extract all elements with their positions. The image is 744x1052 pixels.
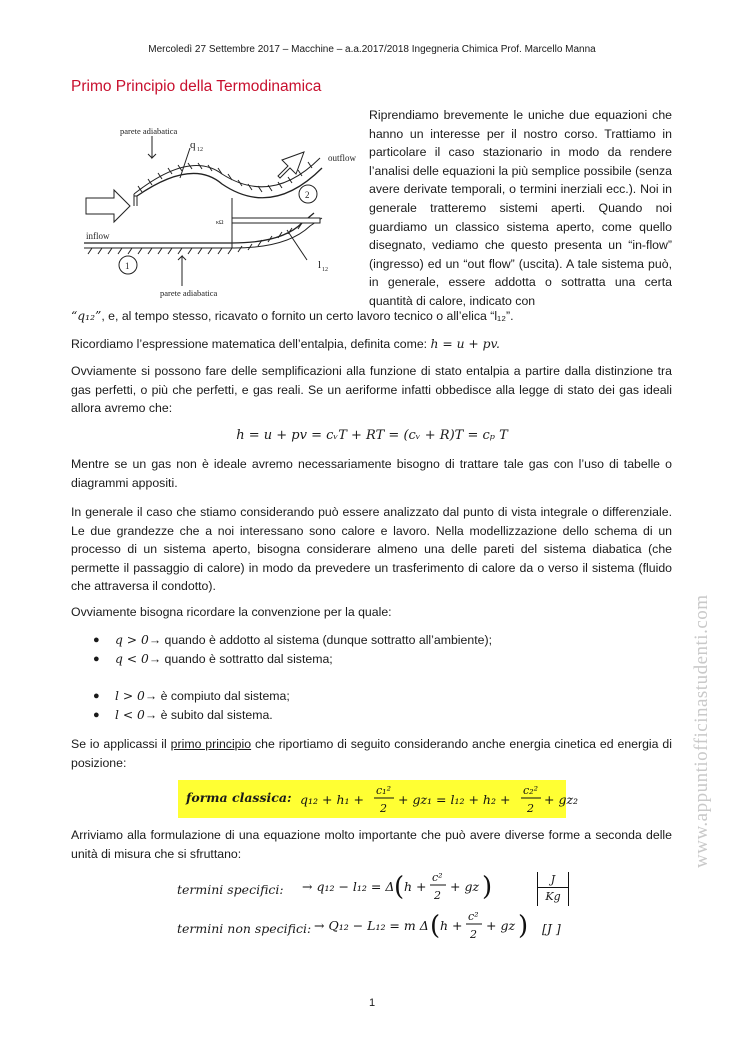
list-item: ● l > 0 → è compiuto dal sistema; <box>93 689 290 703</box>
intro-paragraph: Riprendiamo brevemente le uniche due equazioni che hanno un interesse per il nostro corso. Trattiamo in particolare il caso stazionario in modo da rendere l’analisi delle equazioni la più semplice possibile (senza avere derivate temporali, o termini inerziali ecc.). Noi in generale tratteremo sistemi aperti. Quando noi guardiamo un classico sistema aperto, come quello disegnato, vediamo che questo presenta un “in-flow” (ingresso) ed un “out flow” (uscita). A tale sistema può, in generale, essere addotta o sottratta una certa quantità di calore, indicato con <box>369 108 672 308</box>
specific-unit: J Kg <box>537 872 569 906</box>
enthalpy-math: h = u + pv. <box>430 337 500 351</box>
svg-text:+ gz₂: + gz₂ <box>544 792 579 807</box>
intro-paragraph-tail <box>71 309 672 323</box>
nonideal-paragraph: Mentre se un gas non è ideale avremo necessariamente bisogno di trattare tale gas con l’uso di tabelle o diagrammi appositi. <box>71 457 672 490</box>
svg-text:c²: c² <box>468 910 479 923</box>
convention-paragraph: Ovviamente bisogna ricordare la convenzione per la quale: <box>71 605 392 619</box>
diagram-label-l: l <box>318 259 322 271</box>
svg-text:+ gz: + gz <box>486 918 516 933</box>
svg-text:2: 2 <box>434 889 441 902</box>
nonspecific-terms-equation <box>312 905 532 945</box>
ideal-gas-equation: h = u + pv = cᵥT + RT = (cᵥ + R)T = cₚ T <box>236 428 508 443</box>
diagram-label-inflow: inflow <box>86 231 110 241</box>
section-title: Primo Principio della Termodinamica <box>71 78 322 95</box>
svg-text:(: ( <box>394 872 405 902</box>
classic-form-equation <box>298 780 579 820</box>
diagram-label-outflow: outflow <box>328 153 356 163</box>
diagram-label-wall-bottom: parete adiabatica <box>160 288 218 298</box>
simplify-paragraph: Ovviamente si possono fare delle semplificazioni alla funzione di stato entalpia a partire dalla distinzione tra gas perfetti, o più che perfetti, e gas reali. Se un aeriforme infatti obbedisce alla legge di stato dei gas ideali allora avremo che: <box>71 364 672 416</box>
svg-text:c₁²: c₁² <box>376 784 391 797</box>
sign-convention-list-heat <box>93 631 492 668</box>
svg-text:): ) <box>518 911 529 941</box>
primo-principio-link[interactable]: primo principio <box>170 737 252 751</box>
svg-text:(: ( <box>430 911 441 941</box>
page-header: Mercoledì 27 Settembre 2017 – Macchine – a.a.2017/2018 Ingegneria Chimica Prof. Marcello Manna <box>148 44 596 55</box>
svg-text:): ) <box>482 872 493 902</box>
diagram-label-mid: κΩ <box>216 220 224 226</box>
diagram-label-l-sub: 12 <box>322 267 328 273</box>
svg-text:h +: h + <box>404 879 427 894</box>
diagram-label-q-sub: 12 <box>197 147 203 153</box>
classic-form-label: forma classica: <box>186 790 292 805</box>
svg-text:+ gz: + gz <box>450 879 480 894</box>
open-system-diagram <box>82 118 372 303</box>
enthalpy-text: Ricordiamo l’espressione matematica dell’entalpia, definita come: <box>71 337 428 351</box>
svg-text:h +: h + <box>440 918 463 933</box>
svg-text:→ Q₁₂ − L₁₂ = m Δ: → Q₁₂ − L₁₂ = m Δ <box>314 918 429 933</box>
sign-convention-list-work <box>93 687 290 724</box>
page-number: 1 <box>368 997 376 1009</box>
formula-paragraph: Arriviamo alla formulazione di una equazione molto importante che può avere diverse forme a seconda delle unità di misura che si sfruttano: <box>71 828 672 861</box>
svg-text:q₁₂ + h₁ +: q₁₂ + h₁ + <box>300 792 364 807</box>
specific-terms-equation <box>300 866 500 906</box>
specific-terms-label: termini specifici: <box>177 882 284 897</box>
general-paragraph: In generale il caso che stiamo considerando può essere analizzato dal punto di vista integrale o differenziale. Le due grandezze che a noi interessano sono calore e lavoro. Nella modellizzazione dello schema di un processo di un sistema aperto, bisogna considerare almeno una delle pareti del sistema diabatica (che permette il passaggio di calore) in modo da prevedere un trasferimento di calore da o verso il sistema (fluido che attraversa il condotto). <box>71 505 672 594</box>
svg-text:2: 2 <box>527 802 534 815</box>
svg-text:→ q₁₂ − l₁₂ = Δ: → q₁₂ − l₁₂ = Δ <box>302 879 395 894</box>
diagram-label-point-2: 2 <box>305 190 310 200</box>
principle-paragraph: Se io applicassi il primo principio che riportiamo di seguito considerando anche energia cinetica ed energia di posizione: <box>71 737 672 770</box>
svg-text:c₂²: c₂² <box>523 784 538 797</box>
math-q12: “q₁₂” <box>71 309 102 323</box>
intro-tail-text: , e, al tempo stesso, ricavato o fornito un certo lavoro tecnico o all’elica “l₁₂”. <box>101 309 514 323</box>
enthalpy-paragraph <box>71 335 672 354</box>
diagram-label-point-1: 1 <box>125 261 130 271</box>
watermark <box>680 500 720 870</box>
list-item: ● q < 0 → quando è sottratto dal sistema; <box>93 651 333 666</box>
svg-text:+ gz₁ = l₁₂ + h₂ +: + gz₁ = l₁₂ + h₂ + <box>398 792 511 807</box>
list-item: ● l < 0 → è subito dal sistema. <box>93 707 273 722</box>
diagram-label-wall-top: parete adiabatica <box>120 126 178 136</box>
svg-text:www.appuntiofficinastudenti.co: www.appuntiofficinastudenti.com <box>691 594 712 868</box>
nonspecific-unit: [J ] <box>542 921 561 936</box>
list-item: ● q > 0 → quando è addotto al sistema (dunque sottratto all’ambiente); <box>93 633 492 647</box>
nonspecific-terms-label: termini non specifici: <box>177 921 312 936</box>
svg-text:c²: c² <box>432 871 443 884</box>
diagram-label-q: q <box>190 139 196 151</box>
svg-text:2: 2 <box>380 802 387 815</box>
svg-text:2: 2 <box>470 928 477 941</box>
